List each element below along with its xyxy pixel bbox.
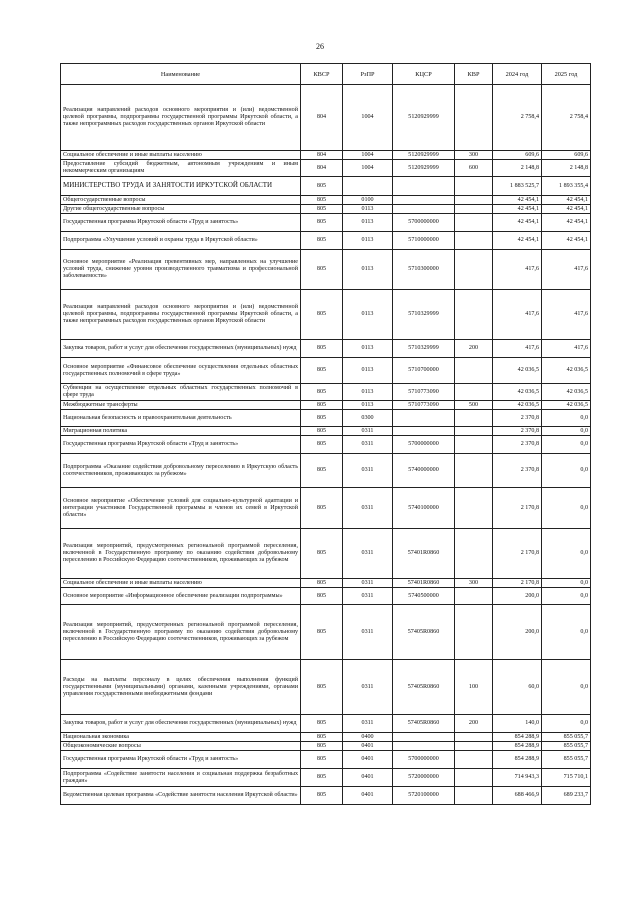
cell-2025: 0,0: [542, 579, 591, 588]
cell-name: Социальное обеспечение и иные выплаты населению: [61, 151, 301, 160]
header-kcsr: КЦСР: [393, 64, 455, 85]
cell-name: Основное мероприятие «Обеспечение условий для социально-культурной адаптации и интеграции участников Государственной программы и членов их семей в Иркутской области»: [61, 488, 301, 529]
table-row: [61, 384, 591, 401]
cell-kcsr: 5120929999: [393, 151, 455, 160]
cell-kvsr: 805: [301, 196, 343, 205]
cell-2024: 42 036,5: [493, 401, 542, 410]
table-row: [61, 769, 591, 787]
cell-2025: 689 233,7: [542, 787, 591, 805]
cell-2025: 715 710,1: [542, 769, 591, 787]
cell-kvsr: 805: [301, 660, 343, 715]
cell-kvr: [455, 427, 493, 436]
cell-rzpr: 0113: [343, 232, 393, 250]
table-header-row: [61, 64, 591, 85]
cell-name: Основное мероприятие «Информационное обеспечение реализации подпрограммы»: [61, 588, 301, 605]
cell-2024: 854 288,9: [493, 733, 542, 742]
cell-rzpr: 0400: [343, 733, 393, 742]
cell-rzpr: [343, 177, 393, 196]
cell-2025: 42 454,1: [542, 232, 591, 250]
cell-kcsr: 5700000000: [393, 436, 455, 454]
cell-kcsr: [393, 177, 455, 196]
table-row: [61, 733, 591, 742]
table-row: [61, 427, 591, 436]
cell-2025: 42 454,1: [542, 205, 591, 214]
cell-name: Реализация направлений расходов основного мероприятия и (или) ведомственной целевой программы, подпрограммы государственной программы Иркутской области, а также непрограммных расходов государственных органов Иркутской области: [61, 85, 301, 151]
cell-kvsr: 805: [301, 205, 343, 214]
cell-kvr: [455, 529, 493, 579]
header-2025: 2025 год: [542, 64, 591, 85]
header-2024: 2024 год: [493, 64, 542, 85]
cell-kcsr: 5120929999: [393, 85, 455, 151]
cell-2024: 417,6: [493, 340, 542, 358]
cell-rzpr: 0311: [343, 488, 393, 529]
cell-kvsr: 805: [301, 410, 343, 427]
cell-kcsr: 57405R0860: [393, 715, 455, 733]
cell-kvr: [455, 205, 493, 214]
cell-2024: 42 454,1: [493, 232, 542, 250]
cell-kvsr: 805: [301, 436, 343, 454]
table-row: [61, 151, 591, 160]
cell-rzpr: 0401: [343, 751, 393, 769]
header-kvsr: КВСР: [301, 64, 343, 85]
cell-kvr: [455, 733, 493, 742]
cell-name: Ведомственная целевая программа «Содействие занятости населения Иркутской области»: [61, 787, 301, 805]
cell-kvsr: 804: [301, 160, 343, 177]
cell-2024: 2 370,8: [493, 410, 542, 427]
cell-kvr: [455, 85, 493, 151]
cell-kcsr: [393, 205, 455, 214]
table-row: [61, 742, 591, 751]
header-rzpr: РзПР: [343, 64, 393, 85]
table-row: [61, 787, 591, 805]
cell-name: Государственная программа Иркутской области «Труд и занятость»: [61, 214, 301, 232]
cell-2025: 0,0: [542, 529, 591, 579]
cell-rzpr: 0311: [343, 529, 393, 579]
cell-kcsr: 57401R0860: [393, 529, 455, 579]
cell-kcsr: 5120929999: [393, 160, 455, 177]
cell-2025: 417,6: [542, 250, 591, 290]
cell-kcsr: [393, 196, 455, 205]
cell-name: Общеэкономические вопросы: [61, 742, 301, 751]
cell-kcsr: 5740500000: [393, 588, 455, 605]
cell-kcsr: 5710000000: [393, 232, 455, 250]
cell-kvsr: 805: [301, 177, 343, 196]
cell-name: Субвенции на осуществление отдельных областных государственных полномочий в сфере труда: [61, 384, 301, 401]
cell-kvsr: 805: [301, 401, 343, 410]
cell-rzpr: 0311: [343, 715, 393, 733]
cell-kvr: [455, 588, 493, 605]
cell-kvsr: 805: [301, 579, 343, 588]
cell-rzpr: 0113: [343, 384, 393, 401]
cell-kvsr: 805: [301, 715, 343, 733]
cell-kcsr: 5710773090: [393, 401, 455, 410]
cell-rzpr: 0311: [343, 588, 393, 605]
table-row: [61, 85, 591, 151]
cell-kvr: [455, 177, 493, 196]
cell-2024: 200,0: [493, 588, 542, 605]
cell-2024: 42 454,1: [493, 205, 542, 214]
cell-rzpr: 0113: [343, 340, 393, 358]
cell-rzpr: 1004: [343, 85, 393, 151]
cell-2025: 42 036,5: [542, 358, 591, 384]
cell-rzpr: 1004: [343, 160, 393, 177]
cell-2025: 417,6: [542, 340, 591, 358]
cell-kcsr: 5710329999: [393, 340, 455, 358]
cell-rzpr: 0300: [343, 410, 393, 427]
cell-name: Реализация мероприятий, предусмотренных региональной программой переселения, включенной в Государственную программу по оказанию содействия добровольному переселению в Российскую Федерацию соотечественников, проживающих за рубежом: [61, 529, 301, 579]
cell-2024: 854 288,9: [493, 751, 542, 769]
cell-rzpr: 0311: [343, 454, 393, 488]
table-row: [61, 588, 591, 605]
cell-kvsr: 805: [301, 250, 343, 290]
cell-2024: 60,0: [493, 660, 542, 715]
cell-name: Подпрограмма «Содействие занятости населения и социальная поддержка безработных граждан»: [61, 769, 301, 787]
cell-2025: 0,0: [542, 436, 591, 454]
cell-kvsr: 805: [301, 605, 343, 660]
cell-kvr: [455, 358, 493, 384]
cell-kcsr: 5700000000: [393, 751, 455, 769]
cell-rzpr: 0100: [343, 196, 393, 205]
cell-2024: 140,0: [493, 715, 542, 733]
cell-kvsr: 805: [301, 733, 343, 742]
cell-rzpr: 0113: [343, 401, 393, 410]
table-row: [61, 214, 591, 232]
cell-rzpr: 0113: [343, 358, 393, 384]
cell-kvr: [455, 769, 493, 787]
cell-2025: 1 893 355,4: [542, 177, 591, 196]
cell-name: Расходы на выплаты персоналу в целях обеспечения выполнения функций государственными (муниципальными) органами, казенными учреждениями, органами управления государственными внебюджетными фондами: [61, 660, 301, 715]
cell-2025: 0,0: [542, 410, 591, 427]
cell-2024: 200,0: [493, 605, 542, 660]
cell-rzpr: 0113: [343, 290, 393, 340]
cell-2025: 42 036,5: [542, 384, 591, 401]
cell-2025: 2 148,8: [542, 160, 591, 177]
cell-name: Закупка товаров, работ и услуг для обеспечения государственных (муниципальных) нужд: [61, 715, 301, 733]
cell-kvsr: 805: [301, 214, 343, 232]
cell-rzpr: 1004: [343, 151, 393, 160]
cell-kcsr: 5700000000: [393, 214, 455, 232]
table-row: [61, 660, 591, 715]
table-row: [61, 715, 591, 733]
cell-2024: 42 454,1: [493, 214, 542, 232]
cell-2025: 0,0: [542, 660, 591, 715]
cell-kvr: 200: [455, 715, 493, 733]
table-row: [61, 488, 591, 529]
cell-name: Другие общегосударственные вопросы: [61, 205, 301, 214]
table-row: [61, 579, 591, 588]
cell-2025: 0,0: [542, 588, 591, 605]
cell-kvr: [455, 290, 493, 340]
cell-kvsr: 805: [301, 742, 343, 751]
cell-name: Государственная программа Иркутской области «Труд и занятость»: [61, 436, 301, 454]
table-row: [61, 529, 591, 579]
cell-kvsr: 805: [301, 529, 343, 579]
cell-name: Общегосударственные вопросы: [61, 196, 301, 205]
cell-kvsr: 805: [301, 787, 343, 805]
cell-kvr: [455, 196, 493, 205]
cell-2024: 2 370,8: [493, 454, 542, 488]
cell-rzpr: 0311: [343, 660, 393, 715]
cell-kcsr: 5720000000: [393, 769, 455, 787]
cell-kvr: 500: [455, 401, 493, 410]
table-row: [61, 410, 591, 427]
cell-2025: 42 036,5: [542, 401, 591, 410]
cell-kcsr: [393, 427, 455, 436]
cell-kvr: [455, 410, 493, 427]
cell-kcsr: 57401R0860: [393, 579, 455, 588]
cell-kcsr: [393, 742, 455, 751]
cell-rzpr: 0113: [343, 250, 393, 290]
cell-rzpr: 0311: [343, 579, 393, 588]
cell-name: Миграционная политика: [61, 427, 301, 436]
cell-name: МИНИСТЕРСТВО ТРУДА И ЗАНЯТОСТИ ИРКУТСКОЙ ОБЛАСТИ: [61, 177, 301, 196]
cell-2024: 2 170,8: [493, 579, 542, 588]
cell-2024: 2 370,8: [493, 436, 542, 454]
cell-2025: 0,0: [542, 427, 591, 436]
cell-name: Подпрограмма «Улучшение условий и охраны труда в Иркутской области»: [61, 232, 301, 250]
cell-2024: 714 943,3: [493, 769, 542, 787]
cell-kvsr: 805: [301, 488, 343, 529]
cell-2024: 2 758,4: [493, 85, 542, 151]
cell-2025: 2 758,4: [542, 85, 591, 151]
cell-kvr: [455, 605, 493, 660]
cell-name: Основное мероприятие «Реализация превентивных мер, направленных на улучшение условий труда, снижение уровня производственного травматизма и профессиональной заболеваемости»: [61, 250, 301, 290]
cell-kvsr: 805: [301, 232, 343, 250]
cell-kvr: [455, 250, 493, 290]
cell-rzpr: 0311: [343, 427, 393, 436]
cell-kcsr: 5710700000: [393, 358, 455, 384]
cell-name: Национальная экономика: [61, 733, 301, 742]
cell-2024: 1 883 525,7: [493, 177, 542, 196]
cell-name: Реализация мероприятий, предусмотренных региональной программой переселения, включенной в Государственную программу по оказанию содействия добровольному переселению в Российскую Федерацию соотечественников, проживающих за рубежом: [61, 605, 301, 660]
cell-kvr: [455, 454, 493, 488]
cell-name: Реализация направлений расходов основного мероприятия и (или) ведомственной целевой программы, подпрограммы государственной программы Иркутской области, а также непрограммных расходов государственных органов Иркутской области: [61, 290, 301, 340]
table-row: [61, 160, 591, 177]
cell-2025: 0,0: [542, 605, 591, 660]
cell-kcsr: 57405R0860: [393, 660, 455, 715]
table-row: [61, 290, 591, 340]
cell-rzpr: 0311: [343, 605, 393, 660]
table-row: [61, 751, 591, 769]
cell-2025: 855 055,7: [542, 742, 591, 751]
cell-kvsr: 805: [301, 769, 343, 787]
table-row: [61, 454, 591, 488]
cell-kvr: 300: [455, 579, 493, 588]
cell-kvr: 300: [455, 151, 493, 160]
cell-2024: 688 466,9: [493, 787, 542, 805]
cell-2025: 855 055,7: [542, 751, 591, 769]
cell-2024: 42 454,1: [493, 196, 542, 205]
cell-name: Основное мероприятие «Финансовое обеспечение осуществления отдельных областных государственных полномочий в сфере труда»: [61, 358, 301, 384]
cell-2024: 2 370,8: [493, 427, 542, 436]
cell-kcsr: [393, 410, 455, 427]
header-name: Наименование: [61, 64, 301, 85]
cell-kvsr: 805: [301, 358, 343, 384]
cell-rzpr: 0401: [343, 769, 393, 787]
cell-2024: 2 170,8: [493, 529, 542, 579]
cell-2025: 609,6: [542, 151, 591, 160]
cell-kvsr: 805: [301, 588, 343, 605]
cell-2025: 0,0: [542, 488, 591, 529]
cell-name: Национальная безопасность и правоохранительная деятельность: [61, 410, 301, 427]
table-row: [61, 250, 591, 290]
cell-kcsr: 57405R0860: [393, 605, 455, 660]
cell-kvsr: 805: [301, 384, 343, 401]
cell-2025: 417,6: [542, 290, 591, 340]
cell-name: Межбюджетные трансферты: [61, 401, 301, 410]
cell-kvr: [455, 436, 493, 454]
table-row: [61, 436, 591, 454]
cell-2024: 417,6: [493, 290, 542, 340]
cell-kvr: [455, 751, 493, 769]
table-row: [61, 340, 591, 358]
cell-kcsr: 5740000000: [393, 454, 455, 488]
cell-rzpr: 0401: [343, 742, 393, 751]
cell-kvr: [455, 488, 493, 529]
cell-kvsr: 804: [301, 85, 343, 151]
cell-kvsr: 804: [301, 151, 343, 160]
cell-name: Социальное обеспечение и иные выплаты населению: [61, 579, 301, 588]
cell-kvr: 200: [455, 340, 493, 358]
table-body: [61, 85, 591, 805]
table-row: [61, 205, 591, 214]
table-row: [61, 177, 591, 196]
cell-2025: 42 454,1: [542, 196, 591, 205]
cell-kcsr: 5710300000: [393, 250, 455, 290]
cell-name: Государственная программа Иркутской области «Труд и занятость»: [61, 751, 301, 769]
cell-2025: 0,0: [542, 715, 591, 733]
cell-kcsr: 5710329999: [393, 290, 455, 340]
cell-kvr: [455, 384, 493, 401]
cell-name: Предоставление субсидий бюджетным, автономным учреждениям и иным некоммерческим организациям: [61, 160, 301, 177]
cell-2024: 42 036,5: [493, 358, 542, 384]
header-kvr: КВР: [455, 64, 493, 85]
table-row: [61, 196, 591, 205]
cell-kvsr: 805: [301, 751, 343, 769]
cell-kvr: [455, 232, 493, 250]
cell-kvr: 100: [455, 660, 493, 715]
table-row: [61, 232, 591, 250]
page-number: 26: [316, 42, 324, 51]
cell-kvr: [455, 787, 493, 805]
cell-kcsr: 5710773090: [393, 384, 455, 401]
cell-kvsr: 805: [301, 340, 343, 358]
table-row: [61, 401, 591, 410]
cell-rzpr: 0401: [343, 787, 393, 805]
cell-2025: 855 055,7: [542, 733, 591, 742]
cell-rzpr: 0311: [343, 436, 393, 454]
cell-rzpr: 0113: [343, 205, 393, 214]
cell-kvsr: 805: [301, 290, 343, 340]
table-row: [61, 358, 591, 384]
cell-2024: 2 148,8: [493, 160, 542, 177]
cell-2024: 2 170,8: [493, 488, 542, 529]
cell-kcsr: [393, 733, 455, 742]
cell-2024: 42 036,5: [493, 384, 542, 401]
table-row: [61, 605, 591, 660]
cell-name: Закупка товаров, работ и услуг для обеспечения государственных (муниципальных) нужд: [61, 340, 301, 358]
cell-2025: 42 454,1: [542, 214, 591, 232]
cell-kcsr: 5740100000: [393, 488, 455, 529]
cell-kvr: 600: [455, 160, 493, 177]
cell-2025: 0,0: [542, 454, 591, 488]
budget-table: [60, 63, 591, 805]
cell-name: Подпрограмма «Оказание содействия добровольному переселению в Иркутскую область соотечественников, проживающих за рубежом»: [61, 454, 301, 488]
cell-2024: 417,6: [493, 250, 542, 290]
cell-kvsr: 805: [301, 427, 343, 436]
cell-rzpr: 0113: [343, 214, 393, 232]
cell-kvr: [455, 742, 493, 751]
cell-kvsr: 805: [301, 454, 343, 488]
cell-kvr: [455, 214, 493, 232]
cell-kcsr: 5720100000: [393, 787, 455, 805]
cell-2024: 609,6: [493, 151, 542, 160]
cell-2024: 854 288,9: [493, 742, 542, 751]
